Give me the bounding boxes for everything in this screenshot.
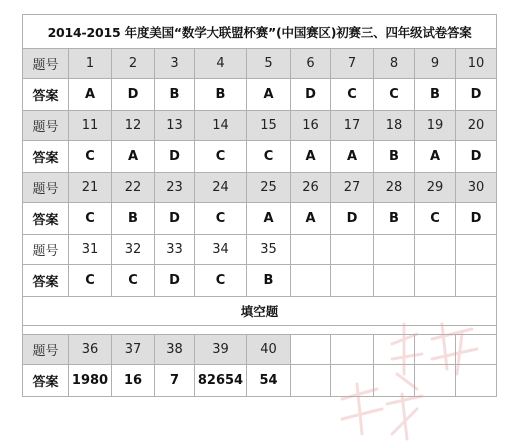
number-label: 题号	[23, 111, 69, 141]
question-number-cell: 40	[247, 335, 291, 365]
answer-cell: D	[155, 265, 195, 297]
empty-cell	[291, 365, 331, 397]
empty-cell	[331, 265, 374, 297]
answer-cell: 16	[112, 365, 155, 397]
empty-cell	[456, 235, 497, 265]
empty-cell	[291, 235, 331, 265]
answer-label: 答案	[23, 141, 69, 173]
answer-cell: 7	[155, 365, 195, 397]
spacer-row	[23, 326, 497, 335]
answer-cell: 54	[247, 365, 291, 397]
answer-cell: C	[374, 79, 415, 111]
question-number-cell: 4	[195, 49, 247, 79]
answer-row	[23, 203, 497, 235]
answer-cell: A	[247, 79, 291, 111]
number-label: 题号	[23, 49, 69, 79]
answer-label: 答案	[23, 203, 69, 235]
answer-cell: A	[112, 141, 155, 173]
question-number-cell: 9	[415, 49, 456, 79]
answer-row	[23, 365, 497, 397]
answer-cell: 82654	[195, 365, 247, 397]
answer-cell: A	[69, 79, 112, 111]
empty-cell	[331, 365, 374, 397]
question-number-cell: 33	[155, 235, 195, 265]
answer-cell: B	[112, 203, 155, 235]
question-number-cell: 6	[291, 49, 331, 79]
question-number-cell: 3	[155, 49, 195, 79]
answer-cell: C	[195, 265, 247, 297]
question-number-cell: 18	[374, 111, 415, 141]
answer-sheet	[22, 14, 496, 422]
fill-in-title: 填空题	[23, 297, 497, 326]
question-number-cell: 19	[415, 111, 456, 141]
answer-cell: D	[456, 79, 497, 111]
question-number-cell: 30	[456, 173, 497, 203]
spacer-cell	[23, 326, 497, 335]
answer-cell: C	[195, 141, 247, 173]
answer-cell: C	[69, 141, 112, 173]
empty-cell	[456, 265, 497, 297]
answer-table	[22, 14, 497, 397]
answer-label: 答案	[23, 365, 69, 397]
answer-cell: A	[291, 203, 331, 235]
answer-cell: B	[247, 265, 291, 297]
empty-cell	[456, 365, 497, 397]
answer-cell: C	[195, 203, 247, 235]
question-number-cell: 36	[69, 335, 112, 365]
answer-cell: D	[456, 203, 497, 235]
answer-cell: D	[331, 203, 374, 235]
question-number-cell: 23	[155, 173, 195, 203]
question-number-row	[23, 335, 497, 365]
answer-row	[23, 141, 497, 173]
number-label: 题号	[23, 235, 69, 265]
answer-label: 答案	[23, 265, 69, 297]
answer-cell: D	[291, 79, 331, 111]
fill-in-section-row	[23, 297, 497, 326]
answer-cell: 1980	[69, 365, 112, 397]
question-number-cell: 2	[112, 49, 155, 79]
answer-cell: A	[247, 203, 291, 235]
answer-label: 答案	[23, 79, 69, 111]
question-number-cell: 25	[247, 173, 291, 203]
question-number-cell: 27	[331, 173, 374, 203]
question-number-cell: 29	[415, 173, 456, 203]
answer-cell: C	[112, 265, 155, 297]
question-number-cell: 13	[155, 111, 195, 141]
empty-cell	[291, 335, 331, 365]
question-number-cell: 20	[456, 111, 497, 141]
answer-cell: C	[69, 203, 112, 235]
table-title: 2014-2015 年度美国“数学大联盟杯赛”(中国赛区)初赛三、四年级试卷答案	[23, 15, 497, 49]
title-row	[23, 15, 497, 49]
empty-cell	[415, 265, 456, 297]
question-number-cell: 8	[374, 49, 415, 79]
answer-cell: C	[331, 79, 374, 111]
answer-cell: D	[155, 203, 195, 235]
question-number-cell: 32	[112, 235, 155, 265]
answer-cell: A	[415, 141, 456, 173]
question-number-cell: 10	[456, 49, 497, 79]
question-number-cell: 37	[112, 335, 155, 365]
empty-cell	[456, 335, 497, 365]
answer-cell: D	[112, 79, 155, 111]
empty-cell	[415, 335, 456, 365]
question-number-cell: 28	[374, 173, 415, 203]
question-number-row	[23, 49, 497, 79]
empty-cell	[331, 235, 374, 265]
number-label: 题号	[23, 173, 69, 203]
empty-cell	[291, 265, 331, 297]
answer-cell: A	[331, 141, 374, 173]
answer-cell: B	[415, 79, 456, 111]
question-number-cell: 16	[291, 111, 331, 141]
question-number-cell: 34	[195, 235, 247, 265]
question-number-cell: 35	[247, 235, 291, 265]
question-number-cell: 21	[69, 173, 112, 203]
empty-cell	[374, 235, 415, 265]
question-number-cell: 39	[195, 335, 247, 365]
question-number-row	[23, 173, 497, 203]
answer-row	[23, 79, 497, 111]
answer-cell: C	[69, 265, 112, 297]
question-number-cell: 5	[247, 49, 291, 79]
question-number-cell: 1	[69, 49, 112, 79]
question-number-cell: 24	[195, 173, 247, 203]
question-number-row	[23, 111, 497, 141]
answer-cell: A	[291, 141, 331, 173]
answer-cell: C	[247, 141, 291, 173]
empty-cell	[374, 335, 415, 365]
question-number-cell: 22	[112, 173, 155, 203]
number-label: 题号	[23, 335, 69, 365]
empty-cell	[415, 235, 456, 265]
question-number-row	[23, 235, 497, 265]
answer-cell: B	[374, 203, 415, 235]
empty-cell	[415, 365, 456, 397]
question-number-cell: 26	[291, 173, 331, 203]
answer-cell: C	[415, 203, 456, 235]
question-number-cell: 31	[69, 235, 112, 265]
question-number-cell: 17	[331, 111, 374, 141]
answer-cell: D	[155, 141, 195, 173]
question-number-cell: 38	[155, 335, 195, 365]
answer-cell: B	[374, 141, 415, 173]
question-number-cell: 12	[112, 111, 155, 141]
answer-cell: D	[456, 141, 497, 173]
empty-cell	[374, 365, 415, 397]
empty-cell	[374, 265, 415, 297]
answer-cell: B	[195, 79, 247, 111]
answer-cell: B	[155, 79, 195, 111]
answer-row	[23, 265, 497, 297]
question-number-cell: 11	[69, 111, 112, 141]
question-number-cell: 7	[331, 49, 374, 79]
question-number-cell: 14	[195, 111, 247, 141]
question-number-cell: 15	[247, 111, 291, 141]
empty-cell	[331, 335, 374, 365]
